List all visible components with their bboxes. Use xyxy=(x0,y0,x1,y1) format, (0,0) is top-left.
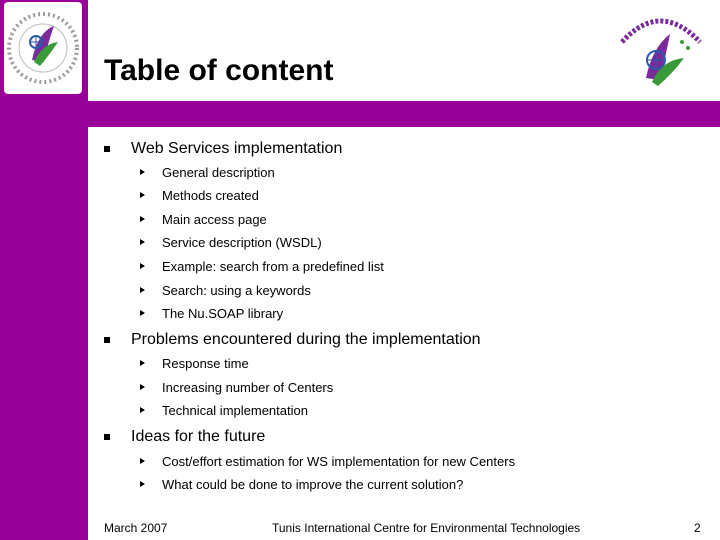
section-label: Problems encountered during the implementation xyxy=(131,331,481,348)
triangle-arrow-bullet-icon xyxy=(140,216,145,222)
triangle-arrow-bullet-icon xyxy=(140,169,145,175)
list-item-label: Service description (WSDL) xyxy=(162,235,322,250)
triangle-arrow-bullet-icon xyxy=(140,384,145,390)
list-item-label: Methods created xyxy=(162,188,259,203)
triangle-arrow-bullet-icon xyxy=(140,458,145,464)
footer-page-number: 2 xyxy=(694,521,701,535)
triangle-arrow-bullet-icon xyxy=(140,263,145,269)
list-item-label: Increasing number of Centers xyxy=(162,380,334,395)
square-bullet-icon xyxy=(104,337,110,343)
list-item-label: General description xyxy=(162,165,275,180)
triangle-arrow-bullet-icon xyxy=(140,481,145,487)
triangle-arrow-bullet-icon xyxy=(140,407,145,413)
list-item-label: Response time xyxy=(162,356,249,371)
section-label: Web Services implementation xyxy=(131,140,343,157)
list-item-label: Technical implementation xyxy=(162,403,308,418)
square-bullet-icon xyxy=(104,434,110,440)
footer-date: March 2007 xyxy=(104,521,168,535)
triangle-arrow-bullet-icon xyxy=(140,192,145,198)
triangle-arrow-bullet-icon xyxy=(140,287,145,293)
list-item-label: Example: search from a predefined list xyxy=(162,259,384,274)
list-item-label: Search: using a keywords xyxy=(162,283,311,298)
triangle-arrow-bullet-icon xyxy=(140,239,145,245)
list-item-label: What could be done to improve the current solution? xyxy=(162,477,464,492)
square-bullet-icon xyxy=(104,146,110,152)
list-item-label: The Nu.SOAP library xyxy=(162,306,284,321)
list-item-label: Cost/effort estimation for WS implementation for new Centers xyxy=(162,454,516,469)
slide-title: Table of content xyxy=(104,54,334,87)
triangle-arrow-bullet-icon xyxy=(140,360,145,366)
list-item-label: Main access page xyxy=(162,212,267,227)
triangle-arrow-bullet-icon xyxy=(140,310,145,316)
section-label: Ideas for the future xyxy=(131,428,266,445)
footer-organization: Tunis International Centre for Environmental Technologies xyxy=(272,521,581,535)
